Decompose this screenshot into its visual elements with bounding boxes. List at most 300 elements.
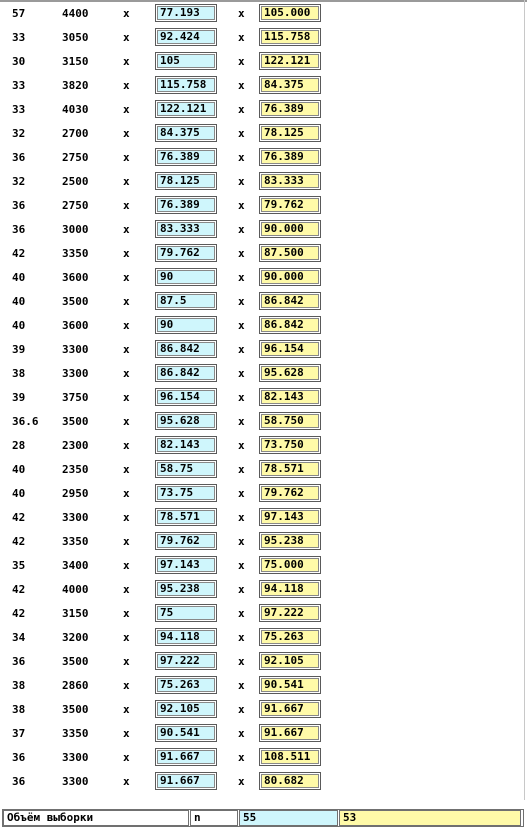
value-a: 38: [12, 367, 26, 380]
value-b: 3350: [62, 247, 89, 260]
x-marker: x: [238, 415, 245, 428]
yellow-field[interactable]: [259, 580, 321, 598]
x-marker: x: [123, 175, 130, 188]
x-marker: x: [238, 607, 245, 620]
value-b: 3300: [62, 343, 89, 356]
yellow-field[interactable]: [259, 412, 321, 430]
x-marker: x: [238, 703, 245, 716]
blue-field-value: 91.667: [157, 774, 215, 788]
value-a: 42: [12, 607, 26, 620]
table-row: [0, 603, 520, 627]
blue-field-value: 76.389: [157, 150, 215, 164]
x-marker: x: [238, 271, 245, 284]
value-a: 42: [12, 535, 26, 548]
yellow-field[interactable]: [259, 532, 321, 550]
value-b: 3300: [62, 751, 89, 764]
blue-field-value: 94.118: [157, 630, 215, 644]
yellow-field[interactable]: [259, 4, 321, 22]
blue-field[interactable]: [155, 748, 217, 766]
blue-field-value: 79.762: [157, 246, 215, 260]
table-row: [0, 195, 520, 219]
blue-field[interactable]: [155, 724, 217, 742]
blue-field[interactable]: [155, 436, 217, 454]
blue-field[interactable]: [155, 580, 217, 598]
table-row: [0, 27, 520, 51]
yellow-field-value: 108.511: [261, 750, 319, 764]
blue-field[interactable]: [155, 364, 217, 382]
value-a: 33: [12, 31, 26, 44]
table-row: [0, 531, 520, 555]
table-row: [0, 555, 520, 579]
yellow-field-value: 58.750: [261, 414, 319, 428]
yellow-field-value: 105.000: [261, 6, 319, 20]
blue-field[interactable]: [155, 4, 217, 22]
x-marker: x: [123, 367, 130, 380]
x-marker: x: [238, 391, 245, 404]
yellow-field[interactable]: [259, 388, 321, 406]
yellow-field-value: 92.105: [261, 654, 319, 668]
value-b: 3350: [62, 535, 89, 548]
blue-field[interactable]: [155, 652, 217, 670]
yellow-field-value: 78.571: [261, 462, 319, 476]
yellow-field[interactable]: [259, 508, 321, 526]
yellow-field-value: 91.667: [261, 702, 319, 716]
value-a: 33: [12, 79, 26, 92]
blue-field[interactable]: [155, 556, 217, 574]
x-marker: x: [238, 343, 245, 356]
value-b: 3600: [62, 271, 89, 284]
blue-field[interactable]: [155, 292, 217, 310]
x-marker: x: [123, 295, 130, 308]
blue-field[interactable]: [155, 772, 217, 790]
blue-field-value: 115.758: [157, 78, 215, 92]
value-a: 32: [12, 175, 26, 188]
x-marker: x: [123, 751, 130, 764]
blue-field[interactable]: [155, 100, 217, 118]
yellow-field[interactable]: [259, 436, 321, 454]
yellow-field-value: 115.758: [261, 30, 319, 44]
table-row: [0, 723, 520, 747]
x-marker: x: [123, 703, 130, 716]
x-marker: x: [238, 55, 245, 68]
yellow-field[interactable]: [259, 316, 321, 334]
yellow-field[interactable]: [259, 724, 321, 742]
value-b: 2500: [62, 175, 89, 188]
x-marker: x: [238, 679, 245, 692]
table-row: [0, 387, 520, 411]
value-a: 40: [12, 463, 26, 476]
blue-field-value: 105: [157, 54, 215, 68]
table-row: [0, 579, 520, 603]
value-a: 36.6: [12, 415, 39, 428]
x-marker: x: [238, 559, 245, 572]
yellow-field[interactable]: [259, 460, 321, 478]
sample-size-blue-value: 55: [239, 810, 338, 826]
blue-field-value: 86.842: [157, 342, 215, 356]
blue-field[interactable]: [155, 268, 217, 286]
value-b: 4400: [62, 7, 89, 20]
blue-field[interactable]: [155, 604, 217, 622]
x-marker: x: [238, 223, 245, 236]
value-a: 34: [12, 631, 26, 644]
table-row: [0, 99, 520, 123]
value-b: 3000: [62, 223, 89, 236]
yellow-field-value: 75.000: [261, 558, 319, 572]
yellow-field-value: 76.389: [261, 150, 319, 164]
blue-field[interactable]: [155, 340, 217, 358]
table-row: [0, 363, 520, 387]
value-a: 28: [12, 439, 26, 452]
x-marker: x: [238, 295, 245, 308]
x-marker: x: [238, 511, 245, 524]
value-b: 3050: [62, 31, 89, 44]
yellow-field-value: 90.000: [261, 270, 319, 284]
x-marker: x: [238, 151, 245, 164]
yellow-field-value: 79.762: [261, 198, 319, 212]
x-marker: x: [238, 487, 245, 500]
table-row: [0, 339, 520, 363]
yellow-field-value: 94.118: [261, 582, 319, 596]
blue-field-value: 90.541: [157, 726, 215, 740]
blue-field[interactable]: [155, 676, 217, 694]
x-marker: x: [123, 655, 130, 668]
x-marker: x: [123, 535, 130, 548]
x-marker: x: [238, 775, 245, 788]
blue-field[interactable]: [155, 28, 217, 46]
x-marker: x: [123, 607, 130, 620]
blue-field-value: 76.389: [157, 198, 215, 212]
value-b: 3350: [62, 727, 89, 740]
value-b: 3500: [62, 415, 89, 428]
blue-field[interactable]: [155, 52, 217, 70]
x-marker: x: [123, 463, 130, 476]
table-row: [0, 75, 520, 99]
x-marker: x: [123, 31, 130, 44]
yellow-field-value: 84.375: [261, 78, 319, 92]
x-marker: x: [123, 223, 130, 236]
blue-field[interactable]: [155, 172, 217, 190]
yellow-field-value: 96.154: [261, 342, 319, 356]
blue-field-value: 58.75: [157, 462, 215, 476]
yellow-field[interactable]: [259, 652, 321, 670]
yellow-field[interactable]: [259, 244, 321, 262]
yellow-field-value: 76.389: [261, 102, 319, 116]
x-marker: x: [123, 127, 130, 140]
value-b: 4030: [62, 103, 89, 116]
x-marker: x: [238, 247, 245, 260]
yellow-field-value: 83.333: [261, 174, 319, 188]
blue-field-value: 77.193: [157, 6, 215, 20]
value-b: 3150: [62, 55, 89, 68]
x-marker: x: [123, 775, 130, 788]
value-b: 2950: [62, 487, 89, 500]
blue-field-value: 97.222: [157, 654, 215, 668]
summary-row: [2, 809, 524, 827]
blue-field-value: 91.667: [157, 750, 215, 764]
table-row: [0, 747, 520, 771]
value-a: 36: [12, 199, 26, 212]
value-a: 40: [12, 487, 26, 500]
table-row: [0, 51, 520, 75]
yellow-field-value: 97.222: [261, 606, 319, 620]
value-a: 39: [12, 391, 26, 404]
yellow-field[interactable]: [259, 148, 321, 166]
blue-field[interactable]: [155, 316, 217, 334]
blue-field-value: 78.125: [157, 174, 215, 188]
yellow-field[interactable]: [259, 292, 321, 310]
value-b: 3150: [62, 607, 89, 620]
yellow-field[interactable]: [259, 172, 321, 190]
table-row: [0, 147, 520, 171]
yellow-field-value: 91.667: [261, 726, 319, 740]
x-marker: x: [238, 7, 245, 20]
value-b: 3500: [62, 295, 89, 308]
x-marker: x: [123, 679, 130, 692]
value-b: 3600: [62, 319, 89, 332]
right-border: [524, 0, 525, 800]
table-row: [0, 267, 520, 291]
yellow-field-value: 95.628: [261, 366, 319, 380]
x-marker: x: [123, 319, 130, 332]
blue-field[interactable]: [155, 76, 217, 94]
x-marker: x: [238, 463, 245, 476]
table-row: [0, 459, 520, 483]
value-b: 2750: [62, 151, 89, 164]
blue-field-value: 87.5: [157, 294, 215, 308]
x-marker: x: [238, 751, 245, 764]
blue-field[interactable]: [155, 460, 217, 478]
table-row: [0, 699, 520, 723]
yellow-field[interactable]: [259, 28, 321, 46]
blue-field-value: 97.143: [157, 558, 215, 572]
yellow-field-value: 97.143: [261, 510, 319, 524]
value-a: 30: [12, 55, 26, 68]
yellow-field-value: 75.263: [261, 630, 319, 644]
x-marker: x: [123, 271, 130, 284]
blue-field[interactable]: [155, 124, 217, 142]
table-row: [0, 219, 520, 243]
x-marker: x: [238, 655, 245, 668]
blue-field[interactable]: [155, 532, 217, 550]
value-b: 3500: [62, 703, 89, 716]
blue-field-value: 90: [157, 270, 215, 284]
yellow-field-value: 122.121: [261, 54, 319, 68]
value-b: 2750: [62, 199, 89, 212]
x-marker: x: [238, 583, 245, 596]
value-a: 36: [12, 223, 26, 236]
x-marker: x: [123, 55, 130, 68]
yellow-field[interactable]: [259, 52, 321, 70]
blue-field-value: 75: [157, 606, 215, 620]
blue-field[interactable]: [155, 628, 217, 646]
yellow-field[interactable]: [259, 76, 321, 94]
blue-field[interactable]: [155, 484, 217, 502]
yellow-field[interactable]: [259, 772, 321, 790]
x-marker: x: [123, 199, 130, 212]
blue-field-value: 73.75: [157, 486, 215, 500]
blue-field-value: 86.842: [157, 366, 215, 380]
x-marker: x: [123, 631, 130, 644]
value-a: 38: [12, 679, 26, 692]
x-marker: x: [123, 487, 130, 500]
sample-size-label: Объём выборки: [3, 810, 189, 826]
table-row: [0, 411, 520, 435]
x-marker: x: [123, 103, 130, 116]
blue-field-value: 75.263: [157, 678, 215, 692]
table-row: [0, 675, 520, 699]
x-marker: x: [123, 511, 130, 524]
x-marker: x: [123, 343, 130, 356]
blue-field-value: 92.105: [157, 702, 215, 716]
value-b: 3300: [62, 775, 89, 788]
x-marker: x: [123, 151, 130, 164]
table-row: [0, 435, 520, 459]
value-b: 2700: [62, 127, 89, 140]
sample-size-yellow-value: 53: [339, 810, 521, 826]
yellow-field-value: 90.541: [261, 678, 319, 692]
yellow-field-value: 73.750: [261, 438, 319, 452]
blue-field[interactable]: [155, 244, 217, 262]
blue-field[interactable]: [155, 388, 217, 406]
x-marker: x: [123, 79, 130, 92]
value-b: 3820: [62, 79, 89, 92]
yellow-field[interactable]: [259, 196, 321, 214]
blue-field-value: 95.238: [157, 582, 215, 596]
value-a: 40: [12, 271, 26, 284]
value-a: 35: [12, 559, 26, 572]
value-a: 42: [12, 247, 26, 260]
yellow-field-value: 86.842: [261, 318, 319, 332]
value-a: 36: [12, 775, 26, 788]
value-b: 2300: [62, 439, 89, 452]
table-row: [0, 315, 520, 339]
table-row: [0, 171, 520, 195]
yellow-field[interactable]: [259, 628, 321, 646]
data-table: [0, 3, 520, 795]
value-a: 36: [12, 151, 26, 164]
x-marker: x: [238, 175, 245, 188]
x-marker: x: [123, 7, 130, 20]
yellow-field[interactable]: [259, 364, 321, 382]
yellow-field[interactable]: [259, 556, 321, 574]
yellow-field[interactable]: [259, 484, 321, 502]
table-row: [0, 483, 520, 507]
blue-field-value: 122.121: [157, 102, 215, 116]
table-row: [0, 123, 520, 147]
yellow-field[interactable]: [259, 124, 321, 142]
blue-field[interactable]: [155, 220, 217, 238]
blue-field-value: 79.762: [157, 534, 215, 548]
yellow-field-value: 87.500: [261, 246, 319, 260]
blue-field[interactable]: [155, 196, 217, 214]
yellow-field-value: 90.000: [261, 222, 319, 236]
x-marker: x: [238, 31, 245, 44]
value-a: 32: [12, 127, 26, 140]
value-a: 33: [12, 103, 26, 116]
blue-field[interactable]: [155, 412, 217, 430]
value-b: 3500: [62, 655, 89, 668]
yellow-field[interactable]: [259, 340, 321, 358]
yellow-field-value: 86.842: [261, 294, 319, 308]
value-a: 36: [12, 751, 26, 764]
x-marker: x: [238, 367, 245, 380]
x-marker: x: [123, 415, 130, 428]
x-marker: x: [238, 127, 245, 140]
value-b: 2860: [62, 679, 89, 692]
yellow-field-value: 82.143: [261, 390, 319, 404]
value-a: 42: [12, 511, 26, 524]
value-a: 39: [12, 343, 26, 356]
table-row: [0, 627, 520, 651]
blue-field-value: 96.154: [157, 390, 215, 404]
value-a: 40: [12, 319, 26, 332]
table-row: [0, 507, 520, 531]
x-marker: x: [123, 727, 130, 740]
top-border: [0, 0, 527, 2]
table-row: [0, 243, 520, 267]
value-a: 42: [12, 583, 26, 596]
blue-field-value: 82.143: [157, 438, 215, 452]
blue-field-value: 92.424: [157, 30, 215, 44]
value-b: 2350: [62, 463, 89, 476]
blue-field-value: 84.375: [157, 126, 215, 140]
blue-field-value: 90: [157, 318, 215, 332]
yellow-field[interactable]: [259, 220, 321, 238]
value-b: 3200: [62, 631, 89, 644]
x-marker: x: [238, 103, 245, 116]
table-row: [0, 771, 520, 795]
value-a: 40: [12, 295, 26, 308]
x-marker: x: [123, 559, 130, 572]
blue-field[interactable]: [155, 148, 217, 166]
value-a: 37: [12, 727, 26, 740]
x-marker: x: [123, 391, 130, 404]
x-marker: x: [123, 247, 130, 260]
yellow-field[interactable]: [259, 676, 321, 694]
yellow-field[interactable]: [259, 100, 321, 118]
yellow-field-value: 95.238: [261, 534, 319, 548]
yellow-field-value: 79.762: [261, 486, 319, 500]
yellow-field[interactable]: [259, 268, 321, 286]
blue-field-value: 83.333: [157, 222, 215, 236]
n-label: n: [190, 810, 238, 826]
yellow-field-value: 80.682: [261, 774, 319, 788]
value-b: 4000: [62, 583, 89, 596]
yellow-field[interactable]: [259, 604, 321, 622]
value-a: 57: [12, 7, 26, 20]
x-marker: x: [238, 79, 245, 92]
x-marker: x: [123, 439, 130, 452]
value-b: 3750: [62, 391, 89, 404]
x-marker: x: [123, 583, 130, 596]
x-marker: x: [238, 199, 245, 212]
blue-field[interactable]: [155, 700, 217, 718]
x-marker: x: [238, 535, 245, 548]
x-marker: x: [238, 319, 245, 332]
blue-field-value: 78.571: [157, 510, 215, 524]
value-b: 3400: [62, 559, 89, 572]
value-a: 38: [12, 703, 26, 716]
table-row: [0, 651, 520, 675]
value-b: 3300: [62, 511, 89, 524]
blue-field-value: 95.628: [157, 414, 215, 428]
value-a: 36: [12, 655, 26, 668]
yellow-field[interactable]: [259, 700, 321, 718]
x-marker: x: [238, 631, 245, 644]
blue-field[interactable]: [155, 508, 217, 526]
yellow-field[interactable]: [259, 748, 321, 766]
yellow-field-value: 78.125: [261, 126, 319, 140]
